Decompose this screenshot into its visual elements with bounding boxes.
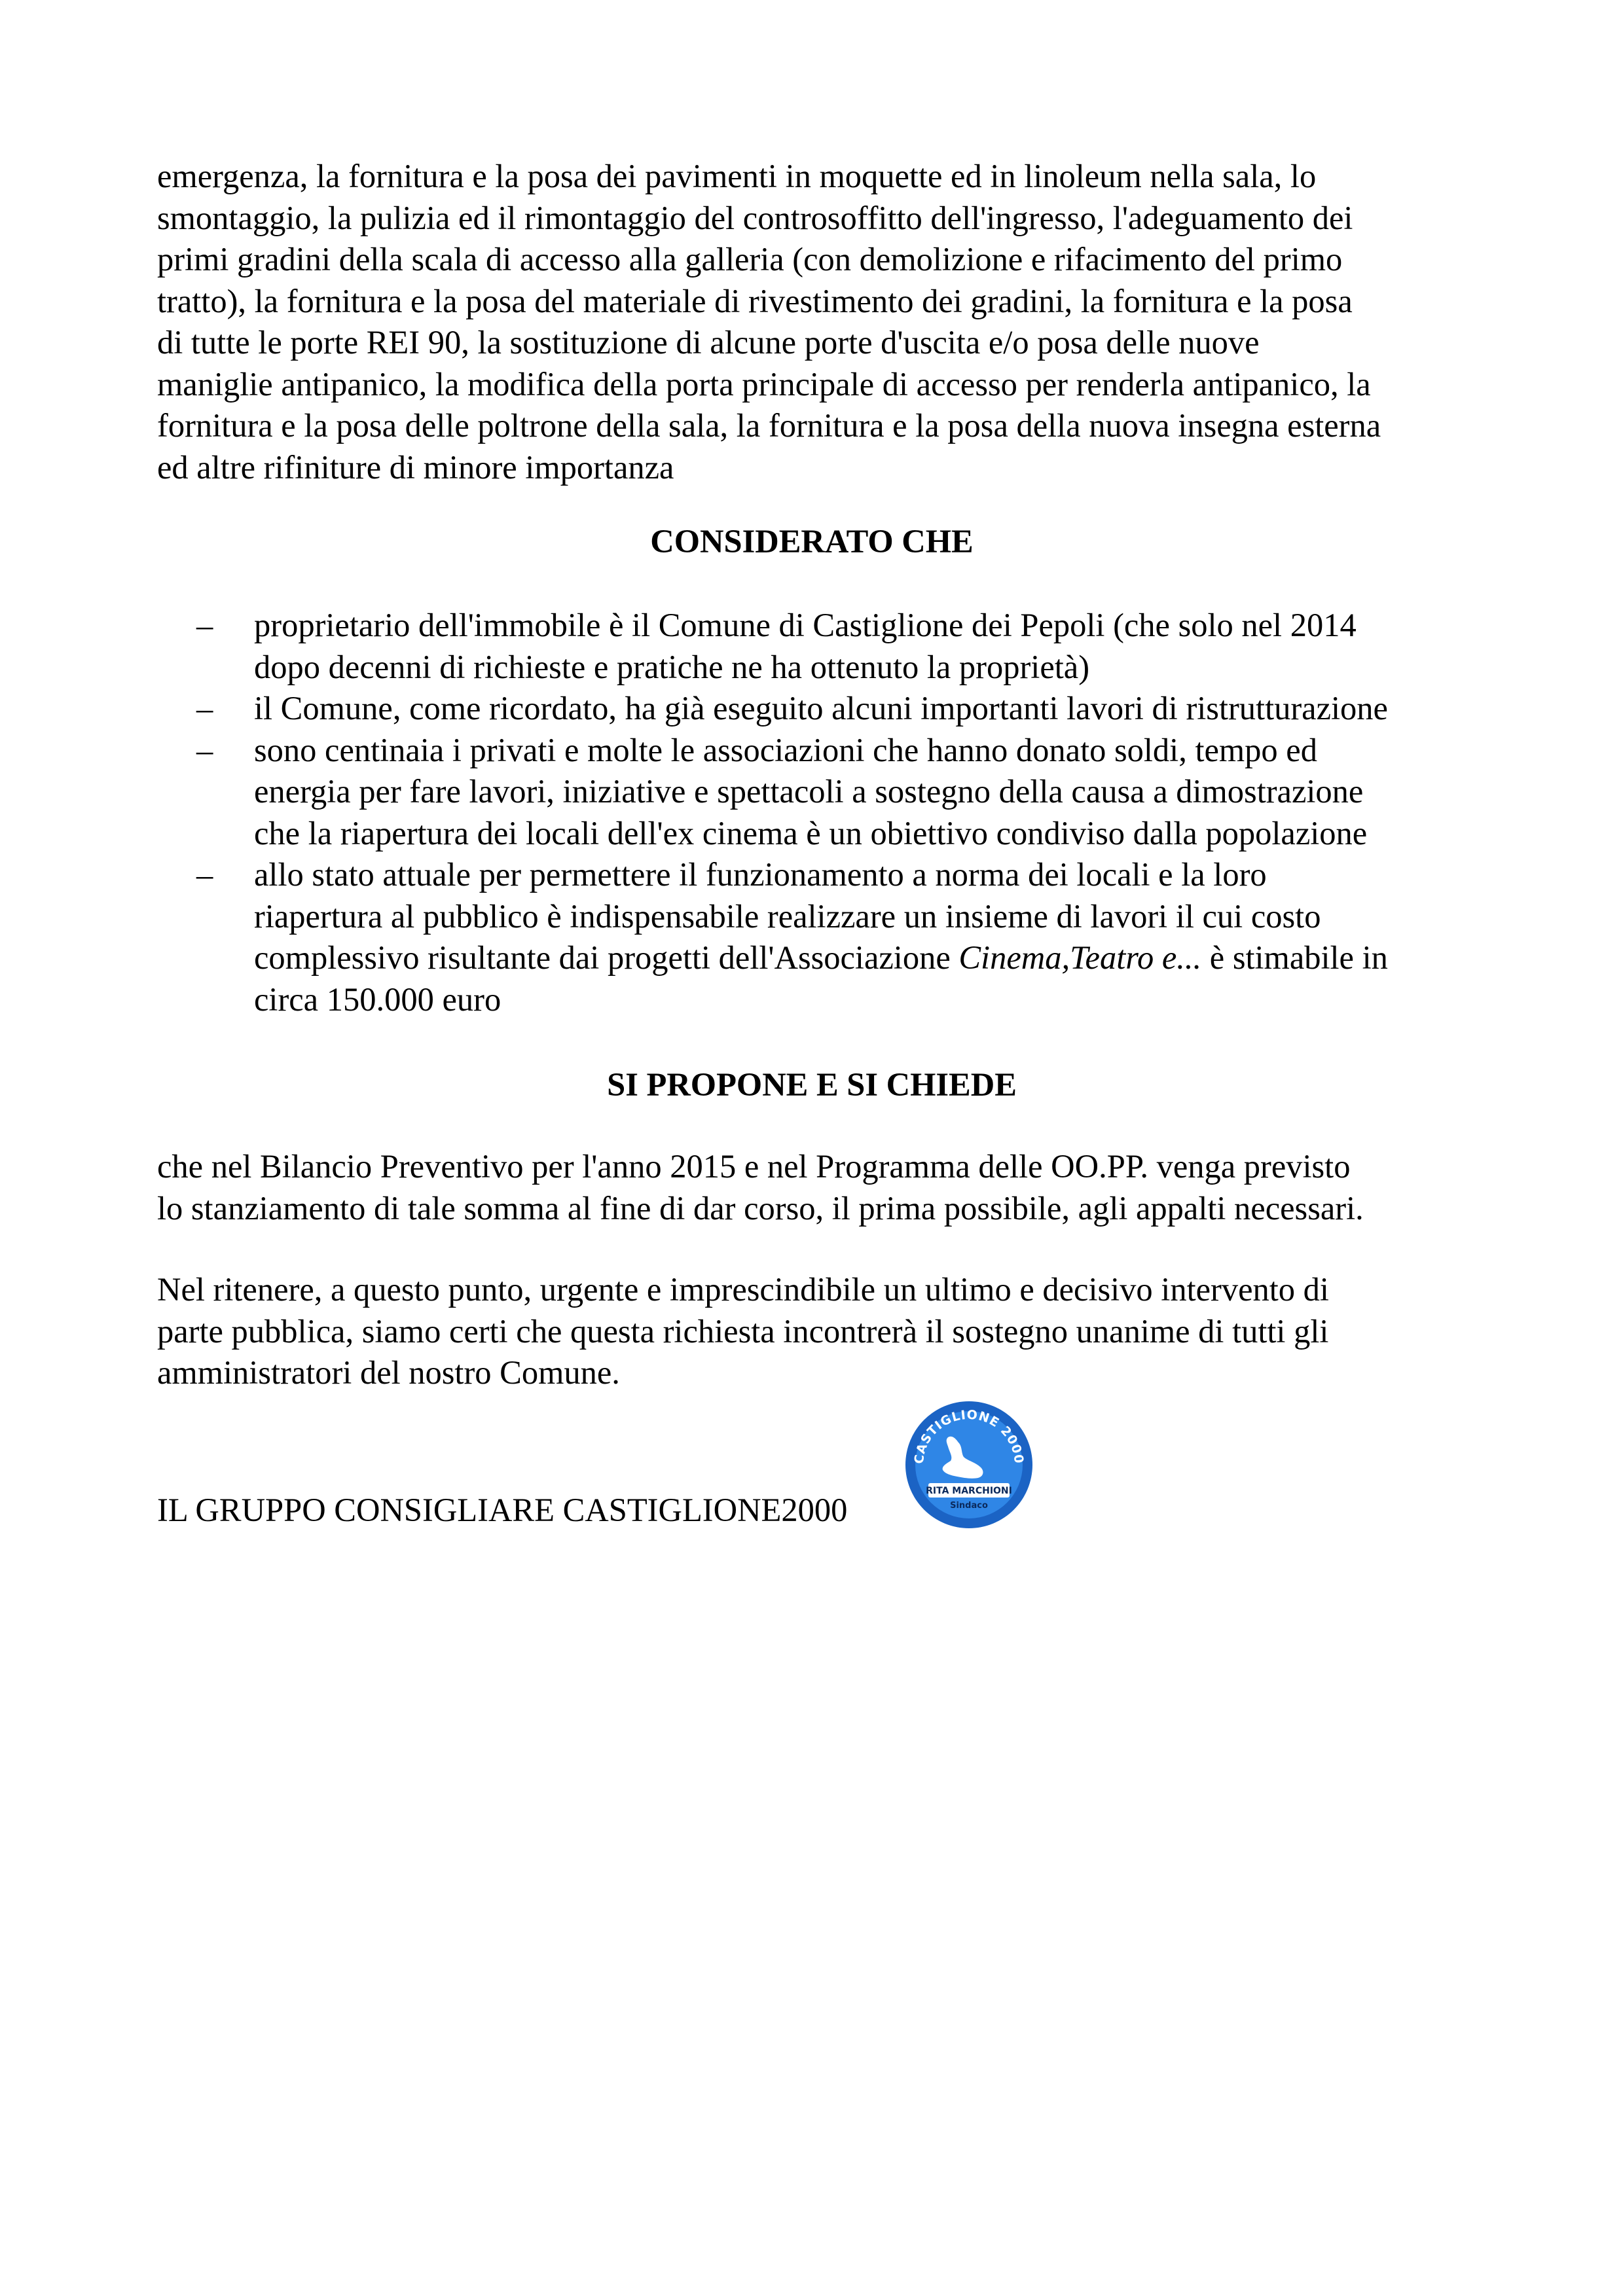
- list-item: [157, 854, 1480, 1020]
- list-item-line: energia per fare lavori, iniziative e spettacoli a sostegno della causa a dimostrazione: [254, 773, 1364, 810]
- closing-line: parte pubblica, siamo certi che questa richiesta incontrerà il sostegno unanime di tutti gli: [157, 1312, 1329, 1350]
- list-item: [157, 730, 1480, 855]
- list-item-line: sono centinaia i privati e molte le associazioni che hanno donato soldi, tempo ed: [254, 731, 1317, 768]
- logo-arc-text: CASTIGLIONE 2000: [911, 1407, 1027, 1465]
- list-item-line: che la riapertura dei locali dell'ex cinema è un obiettivo condiviso dalla popolazione: [254, 814, 1368, 852]
- logo-role-text: Sindaco: [950, 1501, 988, 1511]
- intro-line: primi gradini della scala di accesso alla galleria (con demolizione e rifacimento del primo: [157, 241, 1343, 278]
- list-item-text: è stimabile in: [1201, 939, 1388, 976]
- intro-paragraph: [157, 156, 1480, 488]
- heading-considerato-che: CONSIDERATO CHE: [650, 523, 974, 560]
- association-name: Cinema,Teatro e...: [958, 939, 1202, 976]
- logo-name-text: RITA MARCHIONI: [926, 1486, 1012, 1496]
- considerato-list: [157, 605, 1480, 1020]
- list-item-line: [254, 937, 1480, 979]
- intro-line: fornitura e la posa delle poltrone della sala, la fornitura e la posa della nuova insegna esterna: [157, 407, 1381, 444]
- dash-bullet-icon: –: [196, 856, 213, 893]
- list-item-line: dopo decenni di richieste e pratiche ne ha ottenuto la proprietà): [254, 648, 1090, 685]
- dash-bullet-icon: –: [196, 731, 213, 768]
- intro-line: ed altre rifiniture di minore importanza: [157, 448, 674, 486]
- closing-line: Nel ritenere, a questo punto, urgente e imprescindibile un ultimo e decisivo intervento di: [157, 1271, 1329, 1308]
- intro-line: emergenza, la fornitura e la posa dei pavimenti in moquette ed in linoleum nella sala, lo: [157, 158, 1317, 194]
- list-item-line: circa 150.000 euro: [254, 980, 501, 1018]
- list-item-line: proprietario dell'immobile è il Comune di Castiglione dei Pepoli (che solo nel 2014: [254, 607, 1357, 643]
- intro-line: maniglie antipanico, la modifica della porta principale di accesso per renderla antipanico, la: [157, 365, 1371, 403]
- list-item-line: riapertura al pubblico è indispensabile realizzare un insieme di lavori il cui costo: [254, 897, 1321, 935]
- signature: IL GRUPPO CONSIGLIARE CASTIGLIONE2000: [157, 1492, 848, 1528]
- list-item-line: allo stato attuale per permettere il funzionamento a norma dei locali e la loro: [254, 856, 1267, 893]
- dash-bullet-icon: –: [196, 607, 213, 643]
- closing-paragraph: [157, 1269, 1480, 1394]
- request-line: che nel Bilancio Preventivo per l'anno 2015 e nel Programma delle OO.PP. venga previsto: [157, 1148, 1351, 1185]
- list-item: [157, 688, 1480, 730]
- dash-bullet-icon: –: [196, 690, 213, 726]
- list-item-text: complessivo risultante dai progetti dell'Associazione: [254, 939, 959, 976]
- list-item: [157, 605, 1480, 688]
- heading-si-propone: SI PROPONE E SI CHIEDE: [607, 1066, 1017, 1103]
- intro-line: tratto), la fornitura e la posa del materiale di rivestimento dei gradini, la fornitura e la posa: [157, 282, 1353, 319]
- intro-line: di tutte le porte REI 90, la sostituzione di alcune porte d'uscita e/o posa delle nuove: [157, 324, 1260, 361]
- request-line: lo stanziamento di tale somma al fine di dar corso, il prima possibile, agli appalti necessari.: [157, 1189, 1364, 1227]
- intro-line: smontaggio, la pulizia ed il rimontaggio del controsoffitto dell'ingresso, l'adeguamento dei: [157, 199, 1353, 236]
- request-paragraph: [157, 1146, 1480, 1229]
- closing-line: amministratori del nostro Comune.: [157, 1354, 620, 1391]
- castiglione2000-logo: [903, 1399, 1034, 1530]
- list-item-line: il Comune, come ricordato, ha già eseguito alcuni importanti lavori di ristrutturazione: [254, 690, 1388, 726]
